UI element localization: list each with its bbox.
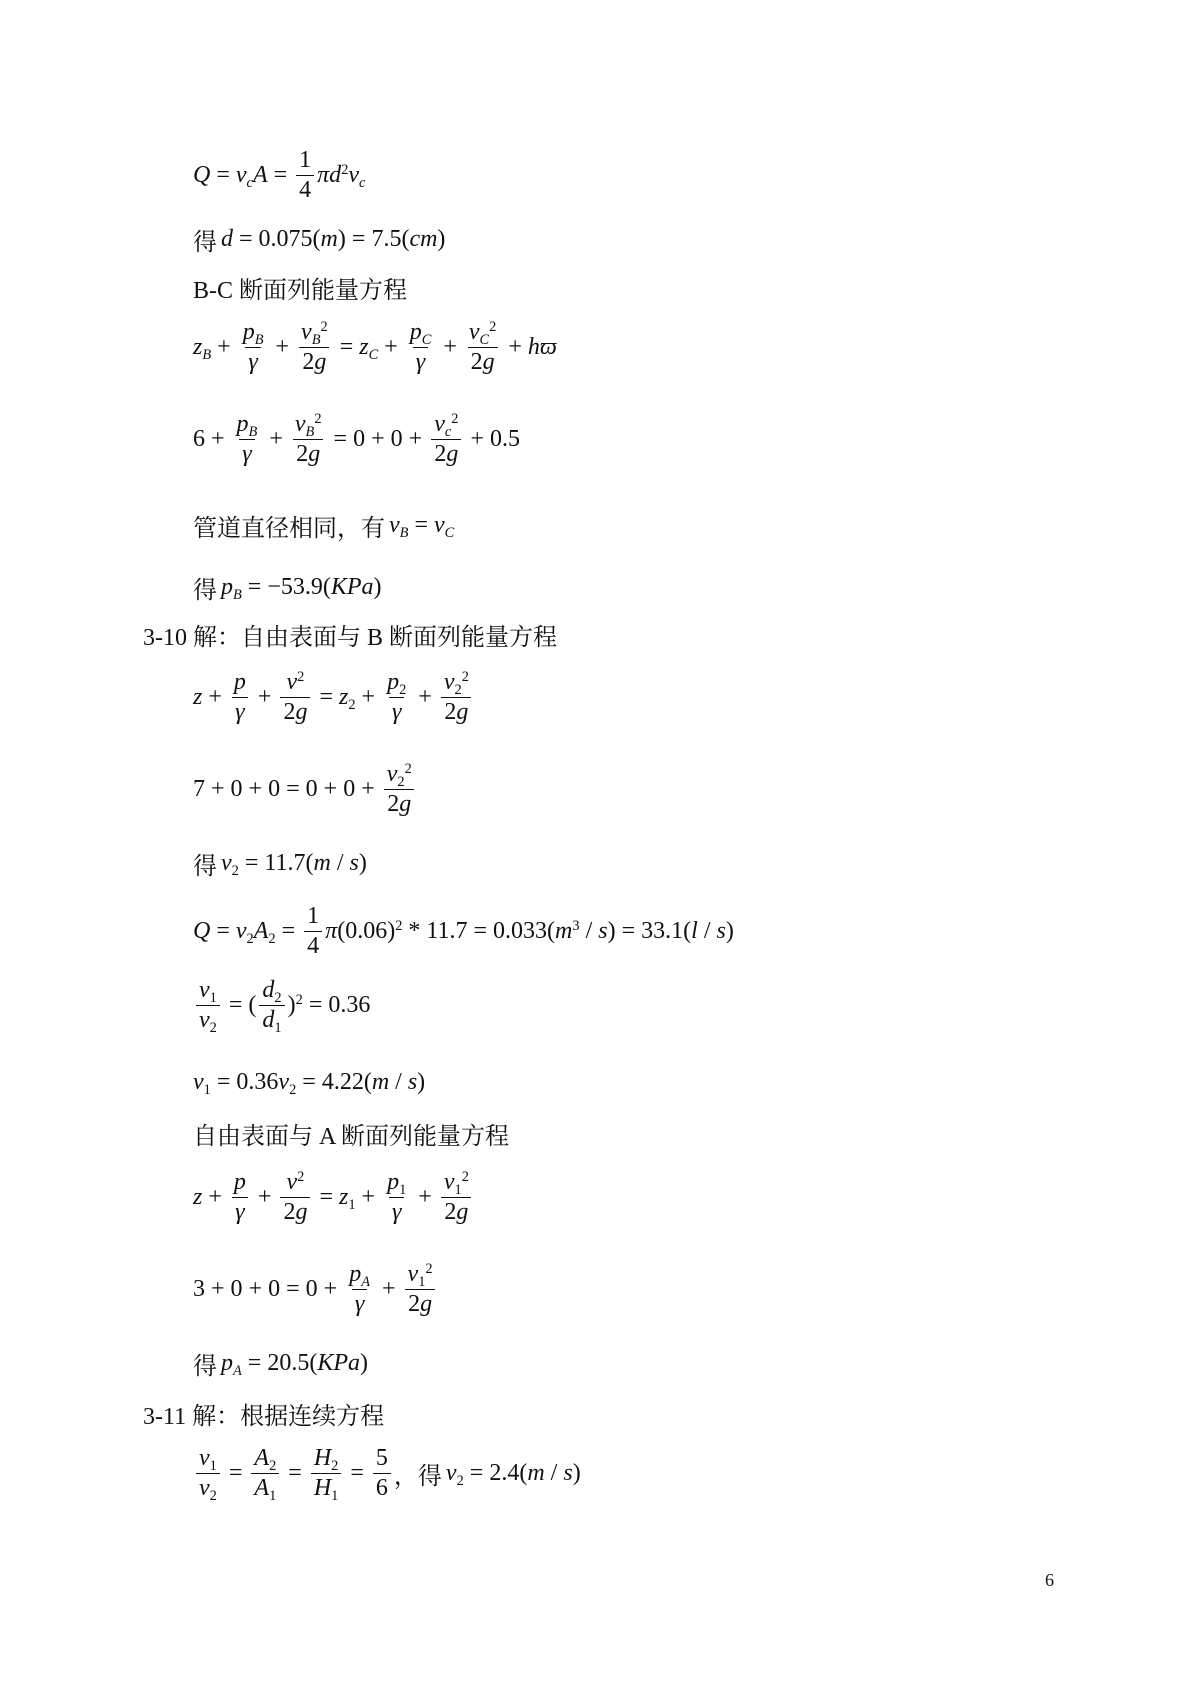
result-diameter: 得 d = 0.075(m) = 7.5(cm): [193, 226, 446, 256]
heading-3-10: 3-10 解：自由表面与 B 断面列能量方程: [143, 625, 557, 651]
equation-surface-a-general: z + $\frac{p}{\gamma}$ + $\frac{v^2}{2g}$ = $z_1$ + $\frac{p_1}{\gamma}$ + $\frac{v_1^2}{2g}$: [193, 1170, 475, 1225]
text-same-diameter: 管道直径相同，有 $v_B$ = $v_C$: [193, 512, 455, 542]
equation-surface-a-numeric: 3 + 0 + 0 = 0 + $\frac{p_A}{\gamma}$ + $\frac{v_1^2}{2g}$: [193, 1262, 439, 1317]
heading-3-11: 3-11 解：根据连续方程: [143, 1404, 385, 1430]
equation-discharge: Q = $v_2A_2$ = $\frac{1}{4}$ π $(0.06)^2$ * 11.7 = $0.033(m^3 / s)$ = 33.1(l / s): [193, 903, 734, 960]
page-number: 6: [1045, 1570, 1054, 1590]
equation-bc-numeric: 6 + $\frac{p_B}{\gamma}$ + $\frac{v_B^2}{2g}$ = 0 + 0 + $\frac{v_c^2}{2g}$ + 0.5: [193, 411, 520, 468]
equation-bc-general: $z_B$ + $\frac{p_B}{\gamma}$ + $\frac{v_B^2}{2g}$ = $z_C$ + $\frac{p_C}{\gamma}$ + $\frac{v_C^2}{2g}$ + hϖ: [193, 319, 557, 376]
result-pa: 得 $p_A$ = 20.5(KPa): [193, 1350, 369, 1380]
result-pb: 得 $p_B$ = −53.9(KPa): [193, 574, 382, 604]
equation-flow-rate: Q = $v_cA$ = $\frac{1}{4}$ $\pi d^2v_c$: [193, 147, 366, 204]
result-v2: 得 $v_2$ = 11.7(m / s): [193, 850, 367, 880]
equation-surface-b-general: z + $\frac{p}{\gamma}$ + $\frac{v^2}{2g}$ = $z_2$ + $\frac{p_2}{\gamma}$ + $\frac{v_2^2}{2g}$: [193, 670, 475, 725]
text-bc-energy: B-C 断面列能量方程: [193, 278, 408, 304]
result-v1: $v_1$ = $0.36v_2$ = 4.22(m / s): [193, 1069, 426, 1099]
text-surface-a-energy: 自由表面与 A 断面列能量方程: [193, 1124, 510, 1150]
equation-surface-b-numeric: 7 + 0 + 0 = 0 + 0 + $\frac{v_2^2}{2g}$: [193, 762, 418, 817]
equation-continuity: $\frac{v_1}{v_2}$ = $\frac{A_2}{A_1}$ = $\frac{H_2}{H_1}$ = $\frac{5}{6}$ ，得 $v_2$ = 2.4(m / s): [193, 1446, 581, 1501]
equation-velocity-ratio: $\frac{v_1}{v_2}$ = ( $\frac{d_2}{d_1}$ )$^2$ = 0.36: [193, 978, 370, 1033]
